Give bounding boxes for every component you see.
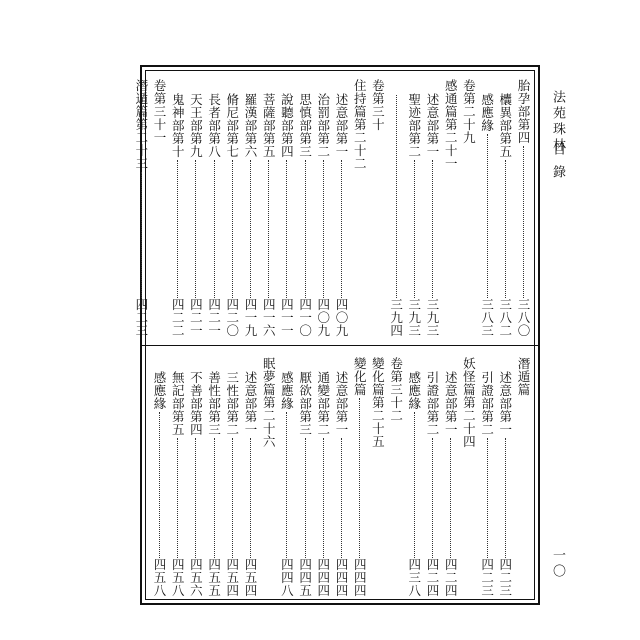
toc-entry bbox=[207, 93, 222, 337]
toc-entry-page-number: 四一九 bbox=[243, 298, 258, 337]
toc-entry bbox=[261, 93, 276, 337]
toc-entry-label: 卷第二十九 bbox=[461, 79, 477, 144]
toc-entry bbox=[334, 371, 349, 597]
toc-entry-label: 胎孕部第四 bbox=[516, 79, 531, 144]
toc-entry-page-number: 四二四 bbox=[425, 558, 440, 597]
toc-entry-label: 變化篇第二十五 bbox=[370, 357, 386, 448]
toc-entry-label: 欜異部第五 bbox=[497, 93, 513, 158]
toc-entry bbox=[461, 79, 476, 337]
toc-entry-page-number: 四二三 bbox=[497, 558, 513, 597]
toc-entry bbox=[225, 371, 240, 597]
toc-entry bbox=[480, 93, 495, 337]
toc-entry bbox=[243, 371, 258, 597]
dot-leader bbox=[243, 438, 251, 558]
toc-entry-page-number: 三八三 bbox=[479, 298, 495, 337]
dot-leader bbox=[279, 160, 287, 298]
toc-entry-label: 菩薩部第五 bbox=[261, 93, 277, 158]
toc-entry bbox=[188, 93, 203, 337]
toc-entry-label: 聖迹部第二 bbox=[406, 93, 422, 158]
toc-entry-label: 引證部第二 bbox=[479, 371, 495, 436]
toc-entry-label: 述意部第一 bbox=[334, 93, 349, 158]
dot-leader bbox=[298, 438, 306, 558]
toc-entry bbox=[170, 371, 185, 597]
dot-leader bbox=[443, 438, 451, 558]
toc-entry-page-number: 四三八 bbox=[406, 558, 422, 597]
page-number: 一〇 bbox=[550, 548, 565, 580]
toc-entry-label: 住持篇第二十二 bbox=[352, 79, 368, 170]
dot-leader bbox=[498, 160, 506, 298]
dot-leader bbox=[407, 412, 415, 558]
document-page bbox=[20, 20, 620, 620]
toc-entry bbox=[152, 371, 167, 597]
toc-entry-label: 變化篇 bbox=[352, 357, 368, 396]
toc-entry bbox=[225, 93, 240, 337]
toc-entry bbox=[298, 93, 313, 337]
toc-entry bbox=[298, 371, 313, 597]
toc-entry-label: 卷第三十一 bbox=[152, 79, 167, 144]
toc-entry-page-number: 四一一 bbox=[279, 298, 295, 337]
toc-entry-label: 述意部第一 bbox=[243, 371, 258, 436]
toc-entry-page-number: 四二四 bbox=[443, 558, 459, 597]
toc-entry bbox=[389, 357, 404, 597]
dot-leader bbox=[389, 95, 397, 298]
dot-leader bbox=[352, 398, 360, 558]
toc-entry-label: 引證部第二 bbox=[425, 371, 440, 436]
dot-leader bbox=[316, 160, 324, 298]
toc-entry-page-number: 四一六 bbox=[261, 298, 277, 337]
toc-entry-page-number: 三九三 bbox=[425, 298, 440, 337]
dot-leader bbox=[480, 134, 488, 298]
toc-entry-page-number: 四二二 bbox=[170, 298, 186, 337]
dot-leader bbox=[425, 160, 433, 298]
toc-entry-page-number: 四四五 bbox=[297, 558, 313, 597]
toc-entry bbox=[516, 357, 531, 597]
toc-entry-page-number: 四五四 bbox=[224, 558, 240, 597]
dot-leader bbox=[480, 438, 488, 558]
dot-leader bbox=[225, 438, 233, 558]
toc-entry-label: 感應緣 bbox=[406, 371, 422, 410]
toc-entry bbox=[443, 371, 458, 597]
toc-entry-label: 長者部第八 bbox=[206, 93, 222, 158]
toc-entry-page-number: 四五八 bbox=[152, 558, 167, 597]
toc-entry bbox=[279, 93, 294, 337]
dot-leader bbox=[170, 438, 178, 558]
toc-entry bbox=[352, 79, 367, 337]
toc-entry-label: 卷第三十二 bbox=[388, 357, 404, 422]
toc-entry bbox=[316, 371, 331, 597]
toc-entry-page-number: 三八〇 bbox=[516, 298, 531, 337]
toc-entry-page-number: 四〇九 bbox=[315, 298, 331, 337]
toc-entry-label: 三性部第二 bbox=[224, 371, 240, 436]
toc-entry-label: 治罰部第二 bbox=[315, 93, 331, 158]
toc-entry bbox=[498, 371, 513, 597]
toc-entry bbox=[407, 371, 422, 597]
dot-leader bbox=[207, 438, 215, 558]
dot-leader bbox=[498, 438, 506, 558]
toc-entry-label: 潛遁篇 bbox=[516, 357, 531, 396]
toc-entry-label: 述意部第一 bbox=[497, 371, 513, 436]
dot-leader bbox=[298, 160, 306, 298]
toc-entry-label: 善性部第三 bbox=[206, 371, 222, 436]
toc-entry-label: 感通篇第二十一 bbox=[443, 79, 459, 170]
dot-leader bbox=[188, 160, 196, 298]
toc-entry bbox=[370, 357, 385, 597]
toc-entry-page-number: 三九三 bbox=[406, 298, 422, 337]
toc-entry-label: 脩尼部第七 bbox=[224, 93, 240, 158]
toc-entry-page-number: 四二三 bbox=[133, 298, 149, 337]
toc-entry bbox=[134, 79, 149, 337]
dot-leader bbox=[261, 160, 269, 298]
dot-leader bbox=[334, 160, 342, 298]
toc-entry bbox=[352, 357, 367, 597]
toc-entry-page-number: 四四四 bbox=[352, 558, 368, 597]
toc-entry bbox=[389, 93, 404, 337]
toc-entry-page-number: 四〇九 bbox=[334, 298, 349, 337]
toc-entry-page-number: 四四四 bbox=[315, 558, 331, 597]
book-title: 法苑珠林 bbox=[550, 90, 565, 154]
section-title: 目錄 bbox=[550, 142, 565, 188]
toc-entry-label: 說聽部第四 bbox=[279, 93, 295, 158]
toc-entry-page-number: 四二〇 bbox=[224, 298, 240, 337]
half-divider bbox=[142, 345, 538, 346]
toc-entry bbox=[243, 93, 258, 337]
toc-entry-label: 眠夢篇第二十六 bbox=[261, 357, 277, 448]
toc-entry bbox=[480, 371, 495, 597]
dot-leader bbox=[516, 146, 524, 298]
toc-entry bbox=[443, 79, 458, 337]
toc-entry-page-number: 四二三 bbox=[479, 558, 495, 597]
dot-leader bbox=[243, 160, 251, 298]
dot-leader bbox=[225, 160, 233, 298]
toc-entry-label: 潛遁篇第二十三 bbox=[133, 79, 149, 170]
toc-entry-page-number: 四二一 bbox=[206, 298, 222, 337]
toc-entry-label: 感應緣 bbox=[152, 371, 167, 410]
toc-entry-label: 思慎部第三 bbox=[297, 93, 313, 158]
dot-leader bbox=[152, 412, 160, 558]
dot-leader bbox=[134, 172, 142, 298]
toc-entry bbox=[370, 79, 385, 337]
toc-entry-page-number: 四五五 bbox=[206, 558, 222, 597]
toc-entry-label: 鬼神部第十 bbox=[170, 93, 186, 158]
toc-entry-label: 感應緣 bbox=[479, 93, 495, 132]
toc-entry-page-number: 四二一 bbox=[188, 298, 204, 337]
dot-leader bbox=[316, 438, 324, 558]
toc-entry-label: 述意部第一 bbox=[443, 371, 459, 436]
toc-entry-page-number: 四五六 bbox=[188, 558, 204, 597]
toc-entry bbox=[207, 371, 222, 597]
toc-entry-page-number: 三九四 bbox=[388, 298, 404, 337]
toc-entry-label: 通變部第二 bbox=[315, 371, 331, 436]
toc-entry bbox=[407, 93, 422, 337]
toc-entry bbox=[279, 371, 294, 597]
toc-entry bbox=[152, 79, 167, 337]
toc-entry-page-number: 四四四 bbox=[334, 558, 349, 597]
dot-leader bbox=[279, 412, 287, 558]
toc-entry bbox=[498, 93, 513, 337]
toc-entry bbox=[170, 93, 185, 337]
toc-entry bbox=[261, 357, 276, 597]
toc-entry-page-number: 四五八 bbox=[170, 558, 186, 597]
toc-entry-label: 述意部第一 bbox=[334, 371, 349, 436]
toc-entry bbox=[425, 371, 440, 597]
dot-leader bbox=[207, 160, 215, 298]
dot-leader bbox=[170, 160, 178, 298]
toc-entry bbox=[334, 93, 349, 337]
toc-entry-label: 感應緣 bbox=[279, 371, 295, 410]
toc-entry-label: 妖怪篇第二十四 bbox=[461, 357, 477, 448]
dot-leader bbox=[425, 438, 433, 558]
toc-entry bbox=[461, 357, 476, 597]
toc-entry-page-number: 三八二 bbox=[497, 298, 513, 337]
toc-entry bbox=[516, 79, 531, 337]
toc-entry-label: 厭欲部第三 bbox=[297, 371, 313, 436]
toc-entry-label: 卷第三十 bbox=[370, 79, 386, 131]
toc-entry-label: 無記部第五 bbox=[170, 371, 186, 436]
content-frame bbox=[133, 65, 540, 605]
dot-leader bbox=[334, 438, 342, 558]
toc-entry-label: 不善部第四 bbox=[188, 371, 204, 436]
dot-leader bbox=[188, 438, 196, 558]
toc-entry-label: 述意部第一 bbox=[425, 93, 440, 158]
toc-entry-label: 羅漢部第六 bbox=[243, 93, 258, 158]
toc-entry-page-number: 四四八 bbox=[279, 558, 295, 597]
toc-entry bbox=[316, 93, 331, 337]
toc-entry-page-number: 四一〇 bbox=[297, 298, 313, 337]
toc-entry-page-number: 四五四 bbox=[243, 558, 258, 597]
toc-entry-label: 天王部第九 bbox=[188, 93, 204, 158]
dot-leader bbox=[407, 160, 415, 298]
toc-entry bbox=[188, 371, 203, 597]
toc-entry bbox=[425, 93, 440, 337]
